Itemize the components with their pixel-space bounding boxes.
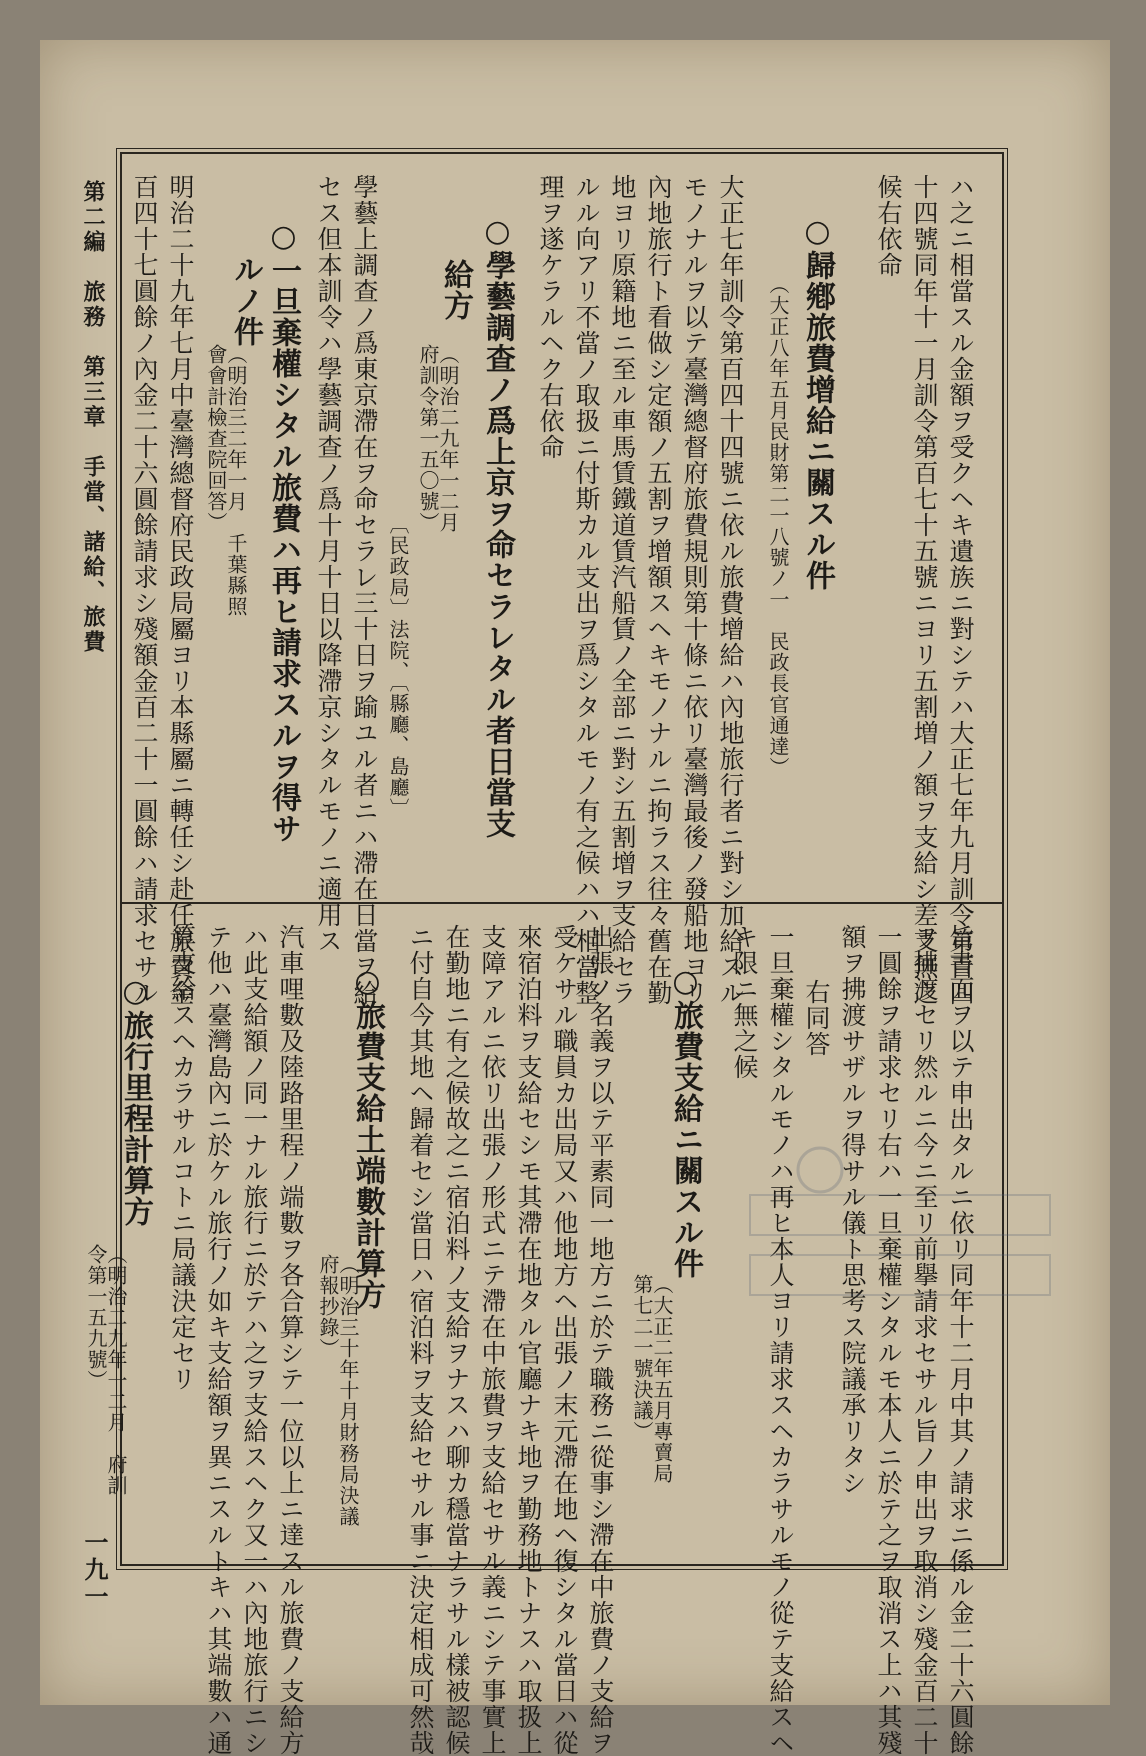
upper-col-22: 百四十七圓餘ノ內金二十六圓餘請求シ殘額金百二十一圓餘ハ請求セサル bbox=[130, 174, 159, 1006]
upper-col-10: ルル向アリ不當ノ取扱ニ付斯カル支出ヲ爲シタルモノ有之候ハハ相當整 bbox=[572, 174, 601, 1006]
lower-col-10: 出張ノ名義ヲ以テ平素同一地方ニ於テ職務ニ從事シ滯在中旅費ノ支給ヲ bbox=[586, 924, 615, 1756]
lower-col-21: 算支給スヘカラサルコトニ局議決定セリ bbox=[168, 924, 197, 1392]
lower-reply-label: 右同答 bbox=[802, 979, 831, 1057]
upper-col-2: 十四號同年十一月訓令第百七十五號ニヨリ五割増ノ額ヲ支給シ差支無之 bbox=[910, 174, 939, 1006]
lower-col-11: 受ケサル職員カ出局又ハ他地方ヘ出張ノ末元滯在地ヘ復シタル當日ハ從 bbox=[550, 924, 579, 1756]
book-page bbox=[40, 40, 1110, 1756]
upper-col-8: 內地旅行ト看做シ定額ノ五割ヲ增額スヘキモノナルニ拘ラス往々舊在勤 bbox=[644, 174, 673, 1006]
lower-col-18: 汽車哩數及陸路里程ノ端數ヲ各合算シテ一位以上ニ達スル旅費ノ支給方 bbox=[276, 924, 305, 1756]
upper-col-7: モノナルヲ以テ臺灣總督府旅費規則第十條ニ依リ臺灣最後ノ發船地ヨリ bbox=[680, 174, 709, 1006]
upper-col-11: 理ヲ遂ケラルヘク右依命 bbox=[536, 174, 565, 460]
section-annotation-ritei: （明治二九年一二月 府訓令第一五九號） bbox=[84, 1244, 128, 1496]
section-heading-ritei: ○旅行里程計算方 bbox=[118, 974, 153, 1227]
upper-col-17: セス但本訓令ハ學藝調查ノ爲十月十日以降滯京シタルモノニ適用ス bbox=[314, 174, 343, 954]
block-divider bbox=[122, 902, 1002, 904]
section-heading-kiken-cont: ルノ件 bbox=[228, 254, 263, 347]
lower-col-3: 一圓餘ヲ請求セリ右ハ一旦棄權シタルモ本人ニ於テ之ヲ取消ス上ハ其殘 bbox=[874, 924, 903, 1756]
lower-col-1: 旨書面ヲ以テ申出タルニ依リ同年十二月中其ノ請求ニ係ル金二十六圓餘 bbox=[946, 924, 975, 1756]
upper-col-16: 學藝上調查ノ爲東京滯在ヲ命セラレ三十日ヲ踰ユル者ニハ滯在日當ヲ給 bbox=[350, 174, 379, 1006]
upper-col-1: ハ之ニ相當スル金額ヲ受クヘキ遺族ニ對シテハ大正七年九月訓令第百四 bbox=[946, 174, 975, 1006]
section-heading-gakugei-cont: 給方 bbox=[438, 259, 473, 321]
upper-col-6: 大正七年訓令第百四十四號ニ依ル旅費增給ハ內地旅行者ニ對シ加給スル bbox=[716, 174, 745, 1006]
lower-col-19: ハ此支給額ノ同一ナル旅行ニ於テハ之ヲ支給スヘク又一ハ內地旅行ニシ bbox=[240, 924, 269, 1756]
upper-col-21: 明治二十九年七月中臺灣總督府民政局屬ヨリ本縣屬ニ轉任シ赴任旅費金 bbox=[166, 174, 195, 1006]
section-annotation-ryohi-shikyu: （大正二年五月專賣局第七二一號決議） bbox=[630, 1274, 674, 1484]
lower-col-6: 一旦棄權シタルモノハ再ヒ本人ヨリ請求スヘカラサルモノ從テ支給スヘ bbox=[766, 924, 795, 1756]
lower-col-7: キ限ニ無之候 bbox=[730, 924, 759, 1080]
lower-col-15: ニ付自今其地ヘ歸着セシ當日ハ宿泊料ヲ支給セサル事ニ決定相成可然哉 bbox=[406, 924, 435, 1756]
section-heading-kikyo: ○歸鄕旅費增給ニ關スル件 bbox=[800, 214, 835, 591]
lower-col-13: 支障アルニ依リ出張ノ形式ニテ滯在中旅費ヲ支給セサル義ニシテ事實上 bbox=[478, 924, 507, 1756]
lower-col-20: テ他ハ臺灣島內ニ於ケル旅行ノ如キ支給額ヲ異ニスルトキハ其端數ハ通 bbox=[204, 924, 233, 1756]
section-heading-hasu: ○旅費支給土端數計算方 bbox=[350, 964, 385, 1310]
section-destinations-gakugei: 〔民政局〕法院、〔縣廳、島廳〕 bbox=[386, 514, 410, 819]
library-watermark bbox=[740, 1135, 1070, 1345]
section-annotation-gakugei: （明治二九年一二月 府訓令第一五〇號） bbox=[416, 344, 460, 554]
lower-col-2: ヲ拂渡セリ然ルニ今ニ至リ前擧請求セサル旨ノ申出ヲ取消シ殘金百二十 bbox=[910, 924, 939, 1756]
section-heading-gakugei: ○學藝調查ノ爲上京ヲ命セラレタル者日當支 bbox=[480, 214, 515, 839]
lower-col-14: 在勤地ニ有之候故之ニ宿泊料ノ支給ヲナスハ聊カ穩當ナラサル樣被認候 bbox=[442, 924, 471, 1756]
page-number: 一九一 bbox=[80, 1530, 109, 1611]
upper-col-9: 地ヨリ原籍地ニ至ル車馬賃鐵道賃汽船賃ノ全部ニ對シ五割增ヲ支給セラ bbox=[608, 174, 637, 1006]
section-heading-kiken: ○一旦棄權シタル旅費ハ再ヒ請求スルヲ得サ bbox=[266, 219, 301, 844]
lower-col-12: 來宿泊料ヲ支給セシモ其滯在地タル官廳ナキ地ヲ勤務地トナスハ取扱上 bbox=[514, 924, 543, 1756]
section-annotation-kikyo: （大正八年五月民財第二一八號ノ一 民政長官通達） bbox=[766, 274, 790, 778]
lower-col-4: 額ヲ拂渡サザルヲ得サル儀ト思考ス院議承リタシ bbox=[838, 924, 867, 1496]
section-annotation-kiken: （明治三二年一月 千葉縣照會會計檢查院回答） bbox=[204, 344, 248, 617]
upper-col-3: 候右依命 bbox=[874, 174, 903, 278]
running-footer: 第二編 旅務 第三章 手當、諸給、旅費 bbox=[80, 180, 106, 655]
section-annotation-hasu: （明治三十年十月財務局決議 府報抄錄） bbox=[316, 1254, 360, 1548]
section-heading-ryohi-shikyu: ○旅費支給ニ關スル件 bbox=[668, 964, 703, 1279]
